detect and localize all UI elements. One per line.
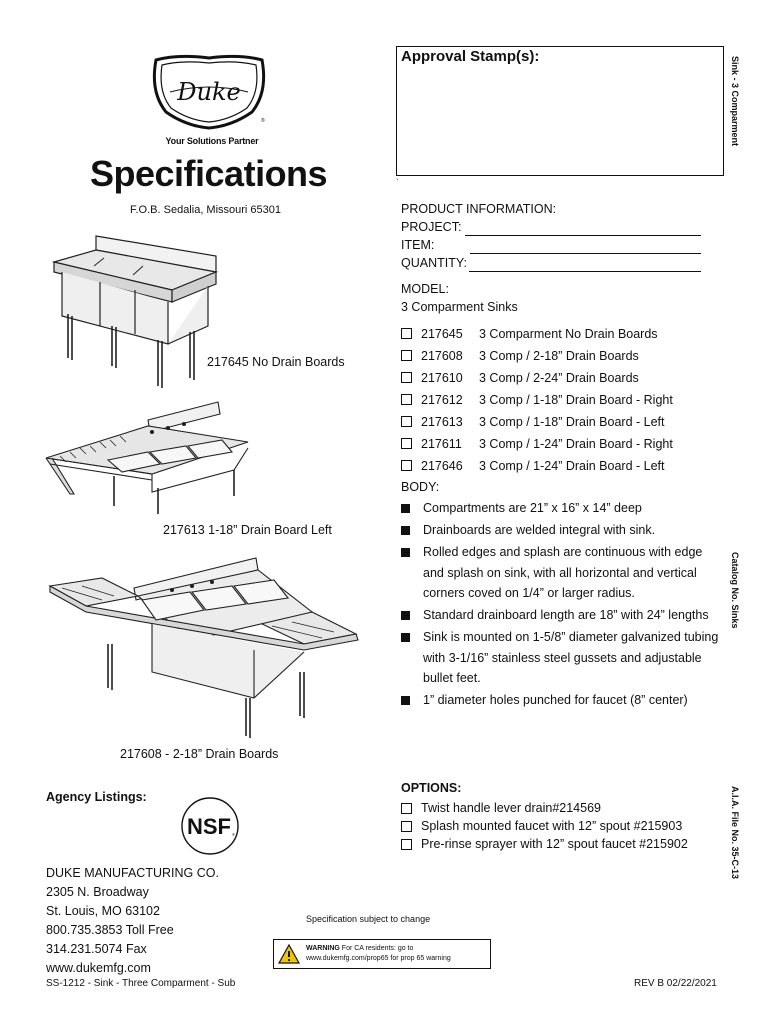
warning-line-2[interactable]: www.dukemfg.com/prop65 for prop 65 warning	[306, 955, 451, 962]
warning-line-1: For CA residents: go to	[341, 945, 414, 952]
options-list	[401, 799, 701, 853]
bullet-square	[401, 526, 410, 535]
model-desc: 3 Comp / 1-24” Drain Board - Left	[479, 459, 665, 473]
model-code: 217610	[421, 371, 463, 385]
side-label-category: Sink - 3 Comparment	[730, 56, 740, 147]
footer-revision: REV B 02/22/2021	[634, 978, 717, 989]
svg-text:®: ®	[232, 832, 235, 837]
body-text: 1” diameter holes punched for faucet (8” center)	[423, 693, 688, 707]
quantity-field[interactable]	[401, 254, 701, 272]
sink-two-drainboards-image	[42, 548, 362, 740]
model-heading: MODEL:	[401, 282, 449, 296]
company-web[interactable]: www.dukemfg.com	[46, 961, 151, 975]
company-fax: 314.231.5074 Fax	[46, 942, 147, 956]
option-item[interactable]	[401, 835, 701, 853]
model-code: 217645	[421, 327, 463, 341]
prop65-warning	[273, 939, 491, 969]
option-text: Twist handle lever drain#214569	[421, 801, 601, 815]
nsf-logo	[180, 796, 240, 856]
warning-text	[306, 944, 451, 964]
checkbox[interactable]	[401, 350, 412, 361]
option-item[interactable]	[401, 799, 701, 817]
item-label: ITEM:	[401, 238, 435, 252]
warning-label: WARNING	[306, 945, 340, 952]
model-option[interactable]	[401, 433, 721, 455]
svg-text:NSF: NSF	[187, 814, 231, 839]
model-option[interactable]	[401, 345, 721, 367]
company-city: St. Louis, MO 63102	[46, 904, 160, 918]
body-text: Sink is mounted on 1-5/8” diameter galvanized tubing with 3-1/16” stainless steel gussets and adjustable bullet feet.	[423, 630, 719, 685]
bullet-square	[401, 504, 410, 513]
checkbox[interactable]	[401, 460, 412, 471]
checkbox[interactable]	[401, 821, 412, 832]
body-text: Drainboards are welded integral with sink.	[423, 523, 656, 537]
body-text: Rolled edges and splash are continuous with edge and splash on sink, with all horizontal and vertical corners coved on 1/4” or larger radius.	[423, 545, 703, 600]
checkbox[interactable]	[401, 839, 412, 850]
model-desc: 3 Comp / 1-18” Drain Board - Right	[479, 393, 673, 407]
subject-to-change: Specification subject to change	[306, 914, 431, 924]
model-option[interactable]	[401, 455, 721, 477]
project-label: PROJECT:	[401, 220, 462, 234]
company-toll-free: 800.735.3853 Toll Free	[46, 923, 174, 937]
option-item[interactable]	[401, 817, 701, 835]
checkbox[interactable]	[401, 328, 412, 339]
project-line[interactable]	[465, 224, 701, 236]
product-info-heading: PRODUCT INFORMATION:	[401, 202, 557, 216]
checkbox[interactable]	[401, 416, 412, 427]
body-item	[401, 498, 726, 519]
body-item	[401, 520, 726, 541]
item-field[interactable]	[401, 236, 701, 254]
model-code: 217646	[421, 459, 463, 473]
company-name: DUKE MANUFACTURING CO.	[46, 866, 219, 880]
checkbox[interactable]	[401, 394, 412, 405]
model-list	[401, 323, 721, 477]
checkbox[interactable]	[401, 438, 412, 449]
model-code: 217611	[421, 437, 462, 451]
model-desc: 3 Comparment No Drain Boards	[479, 327, 658, 341]
body-heading: BODY:	[401, 480, 440, 494]
body-text: Compartments are 21” x 16” x 14” deep	[423, 501, 642, 515]
model-name: 3 Comparment Sinks	[401, 300, 518, 314]
svg-text:Duke: Duke	[177, 78, 241, 106]
company-address	[46, 864, 219, 978]
bullet-square	[401, 696, 410, 705]
quantity-label: QUANTITY:	[401, 256, 467, 270]
sink-no-drainboards-image	[40, 228, 230, 400]
side-label-aia: A.I.A. File No. 35-C-13	[730, 786, 740, 880]
body-item	[401, 690, 726, 711]
model-option[interactable]	[401, 411, 721, 433]
model-code: 217613	[421, 415, 463, 429]
sink-left-drainboard-image	[38, 396, 254, 518]
options-heading: OPTIONS:	[401, 781, 462, 795]
model-desc: 3 Comp / 1-18” Drain Board - Left	[479, 415, 665, 429]
warning-triangle-icon	[278, 944, 300, 964]
project-field[interactable]	[401, 218, 701, 236]
fob-location: F.O.B. Sedalia, Missouri 65301	[130, 204, 282, 216]
agency-listings-heading: Agency Listings:	[46, 790, 147, 804]
model-option[interactable]	[401, 389, 721, 411]
svg-text:®: ®	[261, 118, 265, 124]
item-line[interactable]	[470, 242, 701, 254]
duke-logo	[148, 52, 270, 130]
approval-stamp-label: Approval Stamp(s):	[401, 48, 540, 65]
body-item	[401, 605, 726, 626]
tagline: Your Solutions Partner	[165, 136, 259, 146]
quantity-line[interactable]	[469, 260, 701, 272]
company-street: 2305 N. Broadway	[46, 885, 149, 899]
body-item	[401, 542, 726, 604]
body-item	[401, 627, 726, 689]
checkbox[interactable]	[401, 803, 412, 814]
image-caption: 217613 1-18” Drain Board Left	[163, 523, 332, 537]
option-text: Pre-rinse sprayer with 12” spout faucet #215902	[421, 837, 688, 851]
bullet-square	[401, 611, 410, 620]
image-caption: 217608 - 2-18” Drain Boards	[120, 747, 279, 761]
side-label-catalog: Catalog No. Sinks	[730, 552, 740, 629]
model-option[interactable]	[401, 323, 721, 345]
page-title: Specifications	[90, 153, 328, 194]
model-desc: 3 Comp / 1-24” Drain Board - Right	[479, 437, 673, 451]
option-text: Splash mounted faucet with 12” spout #215903	[421, 819, 683, 833]
image-caption: 217645 No Drain Boards	[207, 355, 345, 369]
body-text: Standard drainboard length are 18” with 24” lengths	[423, 608, 709, 622]
bullet-square	[401, 548, 410, 557]
approval-stamp-box	[396, 46, 724, 176]
model-desc: 3 Comp / 2-24” Drain Boards	[479, 371, 639, 385]
bullet-square	[401, 633, 410, 642]
model-option[interactable]	[401, 367, 721, 389]
model-desc: 3 Comp / 2-18” Drain Boards	[479, 349, 639, 363]
body-list	[401, 498, 726, 712]
model-code: 217612	[421, 393, 463, 407]
footer-doc-id: SS-1212 - Sink - Three Comparment - Sub	[46, 978, 236, 989]
model-code: 217608	[421, 349, 463, 363]
checkbox[interactable]	[401, 372, 412, 383]
stamp-tick-mark: `	[396, 178, 399, 187]
